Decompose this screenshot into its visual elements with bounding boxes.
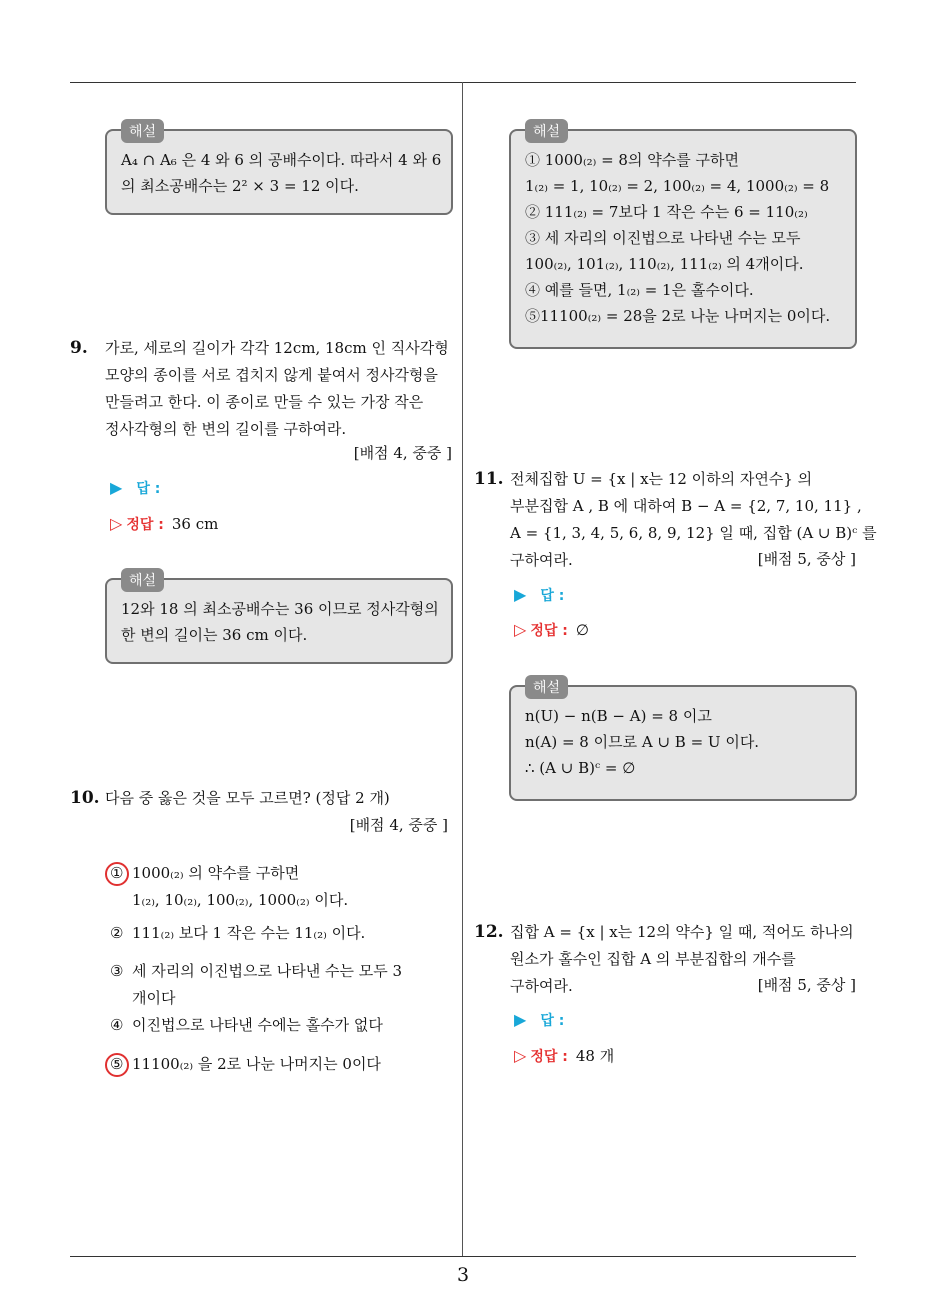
- question-line: 모양의 종이를 서로 겹치지 않게 붙여서 정사각형을: [105, 366, 438, 384]
- choice-text: 11100₍₂₎ 을 2로 나눈 나머지는 0이다: [132, 1055, 381, 1073]
- outline-triangle-icon: ▷: [514, 620, 527, 639]
- correct-label: 정답 :: [530, 1049, 568, 1065]
- explanation-tag: 해설: [121, 568, 164, 592]
- question-number-11: 11.: [474, 469, 504, 489]
- question-9-score: [배점 4, 중중 ]: [353, 444, 452, 462]
- explanation-line: ① 1000₍₂₎ = 8의 약수를 구하면: [525, 151, 739, 169]
- question-10-text: 다음 중 옳은 것을 모두 고르면? (정답 2 개): [105, 789, 390, 807]
- question-line: 전체집합 U = {x | x는 12 이하의 자연수} 의: [510, 470, 813, 488]
- column-divider: [462, 82, 463, 1257]
- correct-value: 48 개: [575, 1047, 615, 1065]
- correct-value: 36 cm: [171, 515, 219, 533]
- question-12-score: [배점 5, 중상 ]: [757, 976, 856, 994]
- correct-answer-row-11: [514, 620, 589, 640]
- explanation-box-q10: [509, 124, 857, 349]
- choice-text: 1₍₂₎, 10₍₂₎, 100₍₂₎, 1000₍₂₎ 이다.: [132, 891, 349, 909]
- outline-triangle-icon: ▷: [110, 514, 123, 533]
- question-line: 가로, 세로의 길이가 각각 12cm, 18cm 인 직사각형: [105, 339, 449, 357]
- choice-3[interactable]: [110, 958, 402, 1012]
- play-icon: ▶: [514, 585, 527, 604]
- explanation-line: n(A) = 8 이므로 A ∪ B = U 이다.: [525, 733, 760, 751]
- explanation-line: ③ 세 자리의 이진법으로 나타낸 수는 모두: [525, 229, 801, 247]
- top-rule: [70, 82, 856, 83]
- explanation-line: 1₍₂₎ = 1, 10₍₂₎ = 2, 100₍₂₎ = 4, 1000₍₂₎ = 8: [525, 177, 830, 195]
- explanation-line: 의 최소공배수는 2² × 3 = 12 이다.: [121, 177, 359, 195]
- choice-text: 세 자리의 이진법으로 나타낸 수는 모두 3: [132, 962, 402, 980]
- choice-text: 1000₍₂₎ 의 약수를 구하면: [132, 864, 300, 882]
- question-number-12: 12.: [474, 922, 504, 942]
- correct-label: 정답 :: [126, 517, 164, 533]
- answer-row-12: [514, 1010, 564, 1030]
- explanation-line: n(U) − n(B − A) = 8 이고: [525, 707, 712, 725]
- explanation-line: ∴ (A ∪ B)ᶜ = ∅: [525, 759, 636, 777]
- answer-label: 답 :: [136, 481, 161, 497]
- explanation-line: 100₍₂₎, 101₍₂₎, 110₍₂₎, 111₍₂₎ 의 4개이다.: [525, 255, 804, 273]
- choice-number: ①: [110, 864, 124, 882]
- correct-label: 정답 :: [530, 623, 568, 639]
- explanation-line: ④ 예를 들면, 1₍₂₎ = 1은 홀수이다.: [525, 281, 754, 299]
- choice-1[interactable]: [110, 860, 348, 914]
- question-10-score: [배점 4, 중중 ]: [349, 816, 448, 834]
- explanation-line: 12와 18 의 최소공배수는 36 이므로 정사각형의: [121, 600, 439, 618]
- correct-answer-row-12: [514, 1045, 614, 1066]
- explanation-line: 한 변의 길이는 36 cm 이다.: [121, 626, 308, 644]
- play-icon: ▶: [514, 1010, 527, 1029]
- explanation-line: ② 111₍₂₎ = 7보다 1 작은 수는 6 = 110₍₂₎: [525, 203, 808, 221]
- explanation-line: A₄ ∩ A₆ 은 4 와 6 의 공배수이다. 따라서 4 와 6: [121, 151, 442, 169]
- choice-4[interactable]: [110, 1012, 383, 1039]
- answer-row-9: [110, 478, 160, 498]
- explanation-tag: 해설: [525, 119, 568, 143]
- question-line: 구하여라.: [510, 977, 573, 995]
- choice-number: ③: [110, 962, 124, 980]
- page-number: 3: [456, 1264, 470, 1286]
- question-number-10: 10.: [70, 788, 100, 808]
- question-line: 부분집합 A , B 에 대하여 B − A = {2, 7, 10, 11} ,: [510, 497, 862, 515]
- explanation-tag: 해설: [121, 119, 164, 143]
- question-11-score: [배점 5, 중상 ]: [757, 550, 856, 568]
- answer-label: 답 :: [540, 1013, 565, 1029]
- answer-row-11: [514, 585, 564, 605]
- question-number-9: 9.: [70, 338, 88, 358]
- answer-label: 답 :: [540, 588, 565, 604]
- question-line: A = {1, 3, 4, 5, 6, 8, 9, 12} 일 때, 집합 (A ∪ B)ᶜ 를: [510, 524, 877, 542]
- question-line: 만들려고 한다. 이 종이로 만들 수 있는 가장 작은: [105, 393, 424, 411]
- bottom-rule: [70, 1256, 856, 1257]
- explanation-box-q8: [105, 124, 453, 215]
- choice-number: ⑤: [110, 1055, 124, 1073]
- question-line: 정사각형의 한 변의 길이를 구하여라.: [105, 420, 347, 438]
- question-9-text: [105, 335, 449, 443]
- outline-triangle-icon: ▷: [514, 1046, 527, 1065]
- play-icon: ▶: [110, 478, 123, 497]
- question-line: 원소가 홀수인 집합 A 의 부분집합의 개수를: [510, 950, 796, 968]
- choice-2[interactable]: [110, 920, 365, 947]
- explanation-tag: 해설: [525, 675, 568, 699]
- choice-text: 개이다: [132, 989, 176, 1007]
- explanation-box-q11: [509, 680, 857, 801]
- question-line: 집합 A = {x | x는 12의 약수} 일 때, 적어도 하나의: [510, 923, 854, 941]
- choice-number: ④: [110, 1016, 124, 1034]
- correct-value: ∅: [575, 621, 589, 639]
- correct-answer-row-9: [110, 514, 218, 534]
- question-line: 구하여라.: [510, 551, 573, 569]
- choice-text: 이진법으로 나타낸 수에는 홀수가 없다: [132, 1016, 383, 1034]
- choice-number: ②: [110, 924, 124, 942]
- choice-5[interactable]: [110, 1051, 381, 1078]
- choice-text: 111₍₂₎ 보다 1 작은 수는 11₍₂₎ 이다.: [132, 924, 366, 942]
- explanation-line: ⑤11100₍₂₎ = 28을 2로 나눈 나머지는 0이다.: [525, 307, 831, 325]
- explanation-box-q9: [105, 573, 453, 664]
